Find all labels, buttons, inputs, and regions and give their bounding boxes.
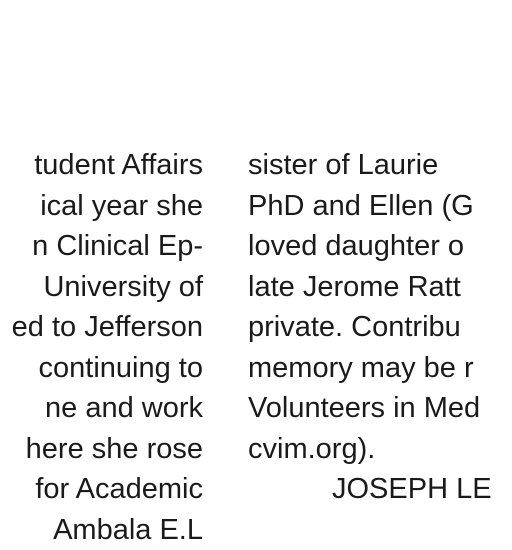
text-line: Volunteers in Med [248,388,512,429]
text-line: loved daughter o [248,226,512,267]
text-line: cvim.org). [248,429,512,470]
left-text-column [0,145,203,550]
text-line: private. Contribu [248,307,512,348]
text-line: for Academic [0,469,203,510]
text-line: late Jerome Ratt [248,267,512,308]
text-line: PhD and Ellen (G [248,186,512,227]
text-line: University of [0,267,203,308]
text-line: sister of Laurie [248,145,512,186]
text-line: here she rose [0,429,203,470]
obituary-heading: JOSEPH LE [248,469,512,510]
text-line: tudent Affairs [0,145,203,186]
text-line: n Clinical Ep- [0,226,203,267]
text-line: Ambala E.L [0,510,203,550]
text-line: ed to Jefferson [0,307,203,348]
text-line: memory may be r [248,348,512,389]
text-line: continuing to [0,348,203,389]
text-line: ne and work [0,388,203,429]
text-line: ical year she [0,186,203,227]
right-text-column [248,145,512,510]
